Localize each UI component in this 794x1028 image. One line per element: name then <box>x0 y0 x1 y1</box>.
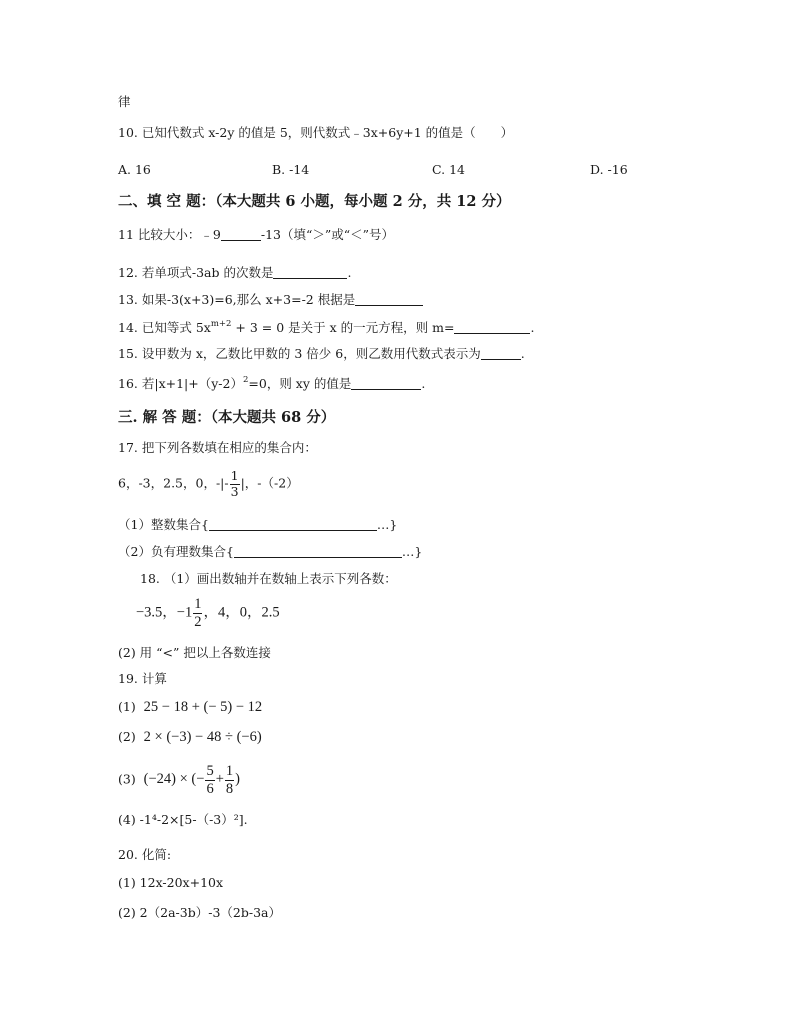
question-19: 19. 计算 <box>118 671 167 686</box>
q18-fraction <box>193 597 202 629</box>
q15-text: 15. 设甲数为 x，乙数比甲数的 3 倍少 6，则乙数用代数式表示为 <box>118 346 481 361</box>
option-d: D. -16 <box>590 162 628 177</box>
question-16 <box>118 376 425 391</box>
q19-frac-1-den: 6 <box>206 780 214 797</box>
q19-expr-3 <box>118 764 240 796</box>
q18-frac-num: 1 <box>194 596 202 612</box>
q17-set-1-label: （1）整数集合{ <box>118 517 209 532</box>
q17-numbers <box>118 470 299 498</box>
q17-set-2-end: …} <box>401 544 423 559</box>
q19-expr-2-label: (2) <box>118 729 136 744</box>
q19-expr-1-label: (1) <box>118 699 136 714</box>
q19-plus: + <box>215 771 224 788</box>
q17-set-1 <box>118 518 397 532</box>
q17-frac-num: 1 <box>230 468 239 483</box>
q17-set-1-end: …} <box>376 517 398 532</box>
q19-expr-3-label: (3) <box>118 771 136 787</box>
q18-numbers <box>136 597 280 629</box>
question-20: 20. 化简: <box>118 847 172 862</box>
q17-frac-den: 3 <box>230 483 239 499</box>
q16-exponent: 2 <box>242 375 249 385</box>
q19-frac-2 <box>225 764 234 796</box>
q19-expr-2 <box>118 730 262 745</box>
section-3-heading: 三. 解 答 题：（本大题共 68 分） <box>118 409 336 426</box>
q12-blank <box>273 266 347 279</box>
q18-numbers-a: −3.5，−1 <box>136 604 193 621</box>
q18-numbers-b: ，4，0，2.5 <box>203 604 280 621</box>
q19-frac-2-den: 8 <box>225 780 234 797</box>
q17-set-2-blank <box>234 545 402 558</box>
question-10: 10. 已知代数式 x-2y 的值是 5，则代数式﹣3x+6y+1 的值是（ ） <box>118 125 514 140</box>
q19-frac-2-num: 1 <box>225 763 234 779</box>
q13-text: 13. 如果-3(x+3)=6,那么 x+3=-2 根据是 <box>118 292 356 307</box>
question-18: 18. （1）画出数轴并在数轴上表示下列各数： <box>140 571 397 586</box>
question-14 <box>118 320 534 335</box>
question-11 <box>118 228 394 242</box>
q19-expr-1 <box>118 700 262 715</box>
q16-end: . <box>421 376 426 391</box>
q14-exponent: m+2 <box>210 319 232 329</box>
q17-set-1-blank <box>209 518 377 531</box>
option-b: B. -14 <box>272 162 310 177</box>
q14-text-2: + 3 = 0 是关于 x 的一元方程，则 m= <box>231 320 455 335</box>
q18-frac-den: 2 <box>194 613 202 630</box>
question-13 <box>118 293 423 307</box>
q17-numbers-b: |，-（-2） <box>240 475 299 491</box>
q15-blank <box>481 347 521 360</box>
q17-set-2-label: （2）负有理数集合{ <box>118 544 234 559</box>
q14-end: . <box>530 320 535 335</box>
q16-text: 16. 若|x+1|+（y-2） <box>118 376 243 391</box>
q19-expr-3-math <box>143 763 240 797</box>
q14-blank <box>454 321 530 334</box>
q13-blank <box>355 293 423 306</box>
q19-expr-3-a: (−24) × (− <box>143 771 205 788</box>
question-15 <box>118 347 525 361</box>
option-a: A. 16 <box>118 162 151 177</box>
q16-text-2: =0，则 xy 的值是 <box>248 376 352 391</box>
q15-end: . <box>520 346 525 361</box>
option-c: C. 14 <box>432 162 465 177</box>
section-2-heading: 二、填 空 题：（本大题共 6 小题，每小题 2 分，共 12 分） <box>118 193 511 210</box>
q19-expr-4: (4) -1⁴-2×[5-（-3）²]. <box>118 812 248 827</box>
q18-part-2: (2) 用 “<” 把以上各数连接 <box>118 645 271 660</box>
q20-part-1: (1) 12x-20x+10x <box>118 875 224 890</box>
q19-expr-1-math: 25 − 18 + (− 5) − 12 <box>143 699 263 715</box>
q14-text: 14. 已知等式 5x <box>118 320 211 335</box>
q12-end: . <box>347 265 352 280</box>
q17-fraction <box>230 470 240 498</box>
q16-blank <box>351 377 421 390</box>
q19-frac-1 <box>205 764 214 796</box>
q11-blank <box>221 228 261 241</box>
question-12 <box>118 266 351 280</box>
q19-expr-2-math: 2 × (−3) − 48 ÷ (−6) <box>143 729 262 745</box>
fragment-text: 律 <box>118 94 131 109</box>
q11-prefix: 11 比较大小：﹣9 <box>118 227 221 242</box>
q17-numbers-a: 6，-3，2.5，0，-|- <box>118 475 229 491</box>
q11-suffix: -13（填“＞”或“＜”号） <box>260 227 395 242</box>
q17-set-2 <box>118 545 422 559</box>
q19-expr-3-b: ) <box>235 771 240 788</box>
q20-part-2: (2) 2（2a-3b）-3（2b-3a） <box>118 905 281 920</box>
q19-frac-1-num: 5 <box>206 763 214 779</box>
question-17: 17. 把下列各数填在相应的集合内： <box>118 440 317 455</box>
q12-text: 12. 若单项式-3ab 的次数是 <box>118 265 274 280</box>
